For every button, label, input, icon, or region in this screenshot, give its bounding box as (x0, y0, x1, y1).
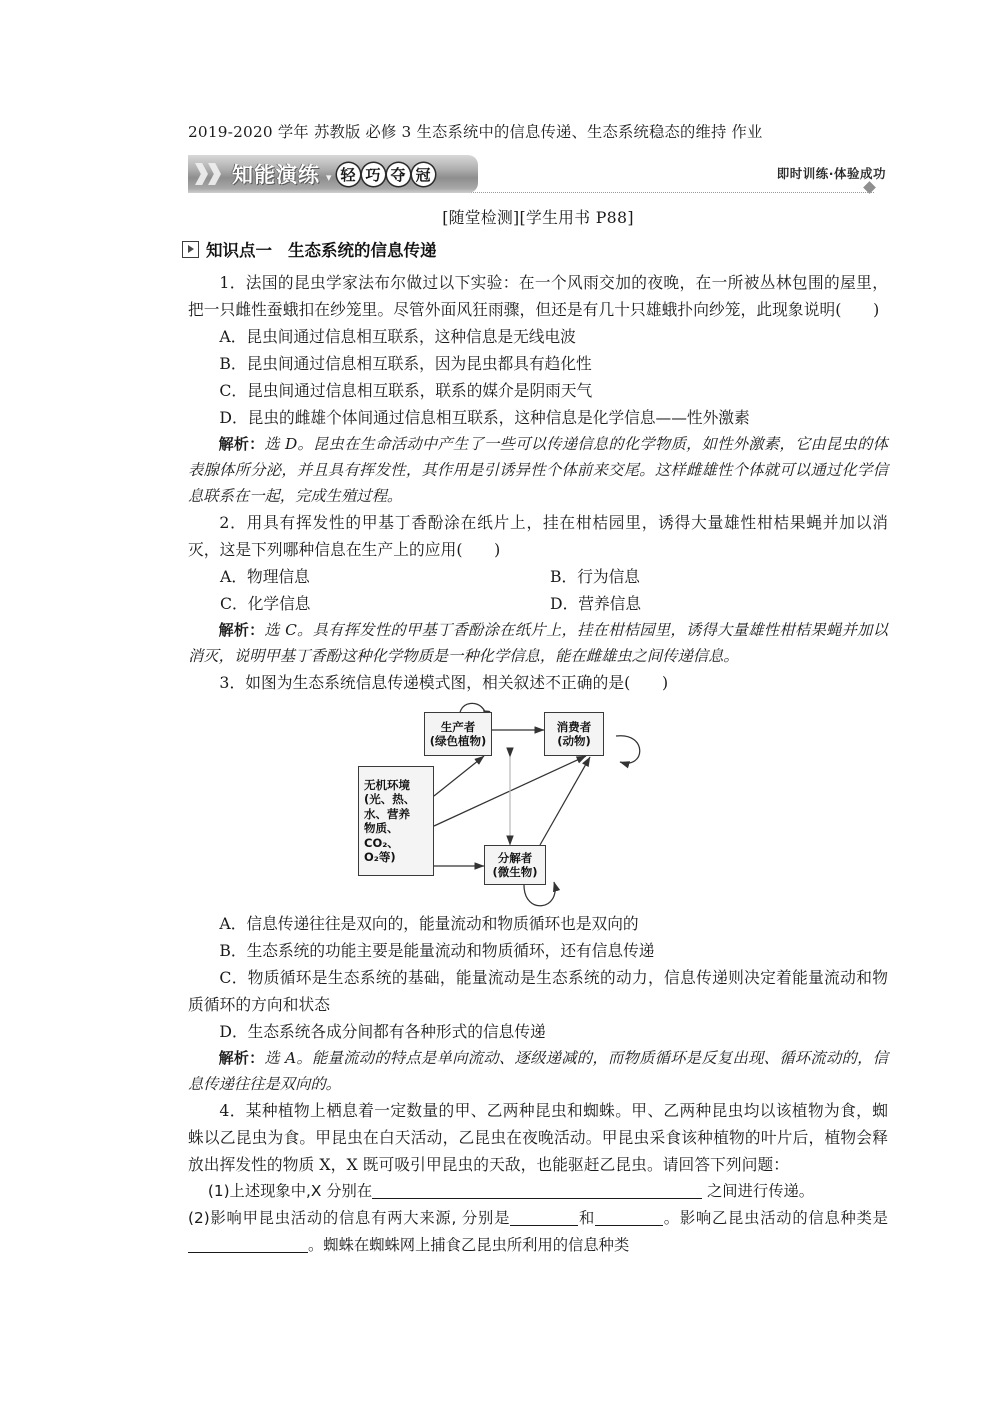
banner-separator-icon: ▾ (326, 170, 332, 184)
question-option: A．物理信息 (220, 567, 310, 586)
question-option: B．生态系统的功能主要是能量流动和物质循环，还有信息传递 (219, 941, 655, 960)
double-chevron-icon (194, 161, 228, 187)
question-option: B．行为信息 (550, 567, 640, 586)
diagram-node-environment: 无机环境 (光、热、 水、营养 物质、CO₂、 O₂等) (358, 766, 434, 876)
question-analysis (188, 617, 888, 669)
banner-badges (337, 163, 437, 186)
sub-question-2: (2)影响甲昆虫活动的信息有两大来源, 分别是 和 。影响乙昆虫活动的信息种类是。蜘蛛在蜘蛛网上捕食乙昆虫所利用的信息种类 (188, 1209, 888, 1254)
fill-blank[interactable] (372, 1198, 702, 1199)
page-content (188, 120, 888, 1259)
question-option: B．昆虫间通过信息相互联系，因为昆虫都具有趋化性 (219, 354, 592, 373)
sub-question-1: (1)上述现象中,X 分别在 之间进行传递。 (207, 1182, 815, 1200)
diagram-node-producer: 生产者 (绿色植物) (424, 712, 492, 756)
banner-badge: 轻 (337, 163, 360, 186)
question-options-grid (188, 563, 888, 617)
analysis-label: 解析： (218, 1049, 265, 1067)
question-analysis (188, 431, 888, 509)
diagram-node-decomposer: 分解者 (微生物) (484, 845, 546, 885)
question-option: D．昆虫的雌雄个体间通过信息相互联系，这种信息是化学信息——性外激素 (219, 408, 750, 427)
diamond-icon (863, 181, 876, 194)
question-analysis (188, 1045, 888, 1097)
banner-plate (188, 155, 478, 193)
fill-blank[interactable] (595, 1225, 663, 1226)
play-triangle-icon (182, 241, 199, 258)
question-option: D．生态系统各成分间都有各种形式的信息传递 (219, 1022, 546, 1041)
analysis-text: 选 D。昆虫在生命活动中产生了一些可以传递信息的化学物质，如性外激素，它由昆虫的体表腺体所分泌，并且具有挥发性，其作用是引诱异性个体前来交尾。这样雌雄性个体就可以通过化学信息联系在一起，完成生殖过程。 (188, 435, 888, 505)
analysis-label: 解析： (218, 435, 265, 453)
analysis-label: 解析： (218, 621, 265, 639)
question-option: C．化学信息 (220, 594, 311, 613)
question-stem: 3．如图为生态系统信息传递模式图，相关叙述不正确的是( ) (219, 673, 669, 692)
fill-blank[interactable] (510, 1225, 578, 1226)
diagram-canvas (358, 704, 688, 902)
banner-badge: 巧 (362, 163, 385, 186)
fill-blank[interactable] (188, 1252, 308, 1253)
question-option: A．昆虫间通过信息相互联系，这种信息是无线电波 (219, 327, 576, 346)
knowledge-point-label: 知识点一 生态系统的信息传递 (206, 241, 437, 260)
ecosystem-information-flow-diagram (188, 704, 888, 904)
question-stem: 1．法国的昆虫学家法布尔做过以下实验：在一个风雨交加的夜晚，在一所被丛林包围的屋里，把一只雌性蚕蛾扣在纱笼里。尽管外面风狂雨骤，但还是有几十只雄蛾扑向纱笼，此现象说明( ) (188, 273, 888, 319)
diagram-node-consumer: 消费者 (动物) (544, 712, 604, 756)
question-stem: 4．某种植物上栖息着一定数量的甲、乙两种昆虫和蜘蛛。甲、乙两种昆虫均以该植物为食，蜘蛛以乙昆虫为食。甲昆虫在白天活动，乙昆虫在夜晚活动。甲昆虫采食该种植物的叶片后，植物会释放出挥发性的物质 X，X 既可吸引甲昆虫的天敌，也能驱赶乙昆虫。请回答下列问题： (188, 1101, 888, 1174)
section-banner (188, 155, 888, 197)
banner-tagline: 即时训练·体验成功 (776, 166, 886, 181)
banner-title: 知能演练 (232, 163, 320, 187)
analysis-text: 选 C。具有挥发性的甲基丁香酚涂在纸片上，挂在柑桔园里，诱得大量雄性柑桔果蝇并加以消灭，说明甲基丁香酚这种化学物质是一种化学信息，能在雌雄虫之间传递信息。 (188, 621, 888, 665)
source-reference: [随堂检测][学生用书 P88] (442, 208, 634, 227)
question-option: C．昆虫间通过信息相互联系，联系的媒介是阴雨天气 (219, 381, 593, 400)
question-option: C．物质循环是生态系统的基础，能量流动是生态系统的动力，信息传递则决定着能量流动和物质循环的方向和状态 (188, 968, 888, 1014)
question-stem: 2．用具有挥发性的甲基丁香酚涂在纸片上，挂在柑桔园里，诱得大量雄性柑桔果蝇并加以消灭，这是下列哪种信息在生产上的应用( ) (188, 513, 888, 559)
running-head: 2019-2020 学年 苏教版 必修 3 生态系统中的信息传递、生态系统稳态的维持 作业 (188, 123, 763, 141)
banner-badge: 夺 (387, 163, 410, 186)
analysis-text: 选 A。能量流动的特点是单向流动、逐级递减的，而物质循环是反复出现、循环流动的，信息传递往往是双向的。 (188, 1049, 888, 1093)
banner-badge: 冠 (412, 163, 435, 186)
knowledge-point-heading (182, 237, 888, 261)
question-option: D．营养信息 (550, 594, 642, 613)
banner-dotted-rule (438, 192, 874, 193)
question-option: A．信息传递往往是双向的，能量流动和物质循环也是双向的 (219, 914, 639, 933)
